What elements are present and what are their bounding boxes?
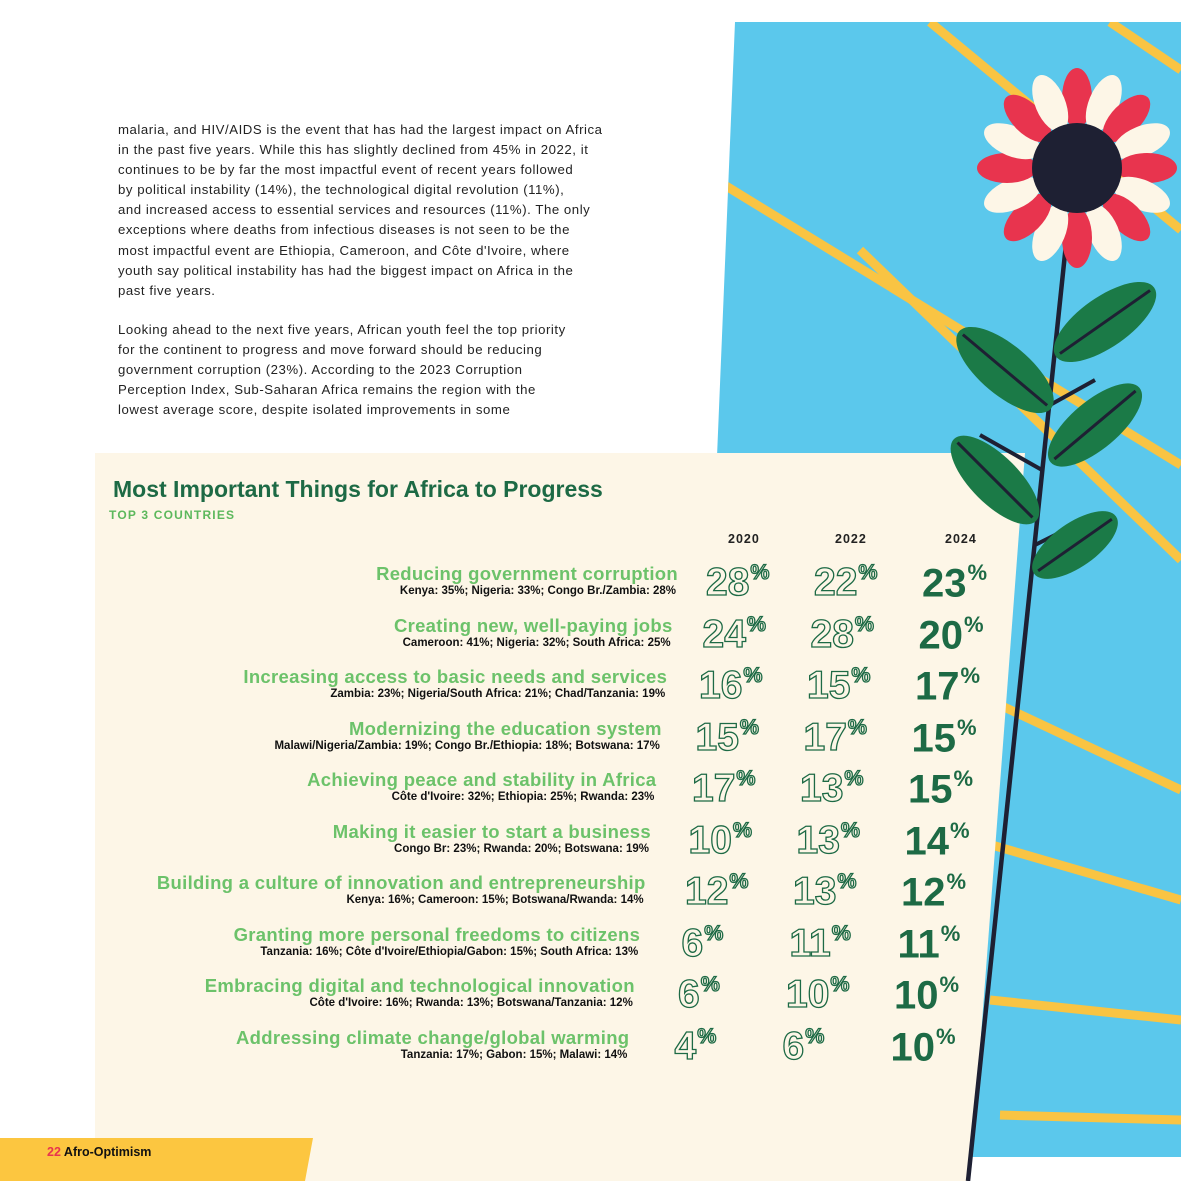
value-2024	[915, 665, 980, 707]
value-2022	[793, 869, 857, 914]
value-number: 24	[702, 612, 746, 656]
value-number: 10	[688, 818, 732, 862]
percent-sign: %	[844, 766, 864, 790]
percent-sign: %	[700, 972, 720, 996]
row-top-countries: Malawi/Nigeria/Zambia: 19%; Congo Br./Ethiopia: 18%; Botswana: 17%	[274, 739, 660, 752]
value-number: 10	[786, 973, 830, 1017]
chart-title: Most Important Things for Africa to Progress	[113, 476, 603, 502]
value-number: 15	[695, 715, 739, 759]
value-2020	[706, 560, 770, 605]
percent-sign: %	[964, 611, 984, 637]
value-2022	[796, 817, 860, 862]
percent-sign: %	[729, 869, 749, 893]
value-number: 13	[793, 870, 837, 914]
body-paragraph-1: malaria, and HIV/AIDS is the event that has had the largest impact on Africa in the past five years. While this has slightly declined from 45% in 2022, it continues to be by far the most impactful event of recent years followed by political instability (14%), the technological digital revolution (11%), and increased access to essential services and resources (11%). The only exceptions where deaths from infectious diseases is not seen to be the most impactful event are Ethiopia, Cameroon, and Côte d'Ivoire, where youth say political instability has had the biggest impact on Africa in the past five years.	[118, 122, 603, 298]
percent-sign: %	[960, 663, 981, 688]
value-2022	[810, 611, 874, 656]
value-2024	[897, 920, 961, 966]
row-top-countries: Tanzania: 17%; Gabon: 15%; Malawi: 14%	[400, 1048, 628, 1061]
percent-sign: %	[950, 817, 970, 843]
row-top-countries: Zambia: 23%; Nigeria/South Africa: 21%; Chad/Tanzania: 19%	[330, 688, 666, 700]
value-2024	[908, 768, 973, 810]
row-label: Modernizing the education system	[348, 717, 662, 739]
year-header-2024: 2024	[945, 532, 977, 546]
row-label: Achieving peace and stability in Africa	[307, 769, 657, 790]
percent-sign: %	[851, 663, 871, 687]
value-number: 13	[796, 818, 840, 862]
value-2020	[688, 817, 752, 862]
flower-center	[1032, 123, 1122, 213]
row-label: Making it easier to start a business	[332, 820, 651, 842]
percent-sign: %	[697, 1023, 717, 1048]
value-2022	[789, 920, 851, 965]
value-2024	[922, 562, 987, 604]
percent-sign: %	[732, 817, 752, 842]
value-2022	[786, 972, 850, 1017]
footer-text	[47, 1145, 151, 1159]
percent-sign: %	[743, 663, 763, 687]
row-top-countries: Côte d'Ivoire: 16%; Rwanda: 13%; Botswana/Tanzania: 12%	[309, 997, 633, 1009]
percent-sign: %	[739, 714, 759, 739]
value-2022	[807, 663, 871, 708]
value-number: 11	[789, 921, 831, 965]
value-2024	[890, 1023, 956, 1069]
value-2024	[918, 611, 984, 657]
value-number: 4	[674, 1024, 697, 1068]
value-number: 15	[911, 716, 956, 760]
percent-sign: %	[940, 920, 961, 946]
value-number: 15	[807, 664, 851, 708]
row-top-countries: Cameroon: 41%; Nigeria: 32%; South Africa: 25%	[402, 636, 671, 649]
value-number: 22	[814, 561, 858, 605]
percent-sign: %	[847, 714, 867, 739]
value-number: 13	[800, 767, 844, 811]
value-2022	[782, 1023, 825, 1068]
value-number: 12	[901, 870, 946, 915]
value-2020	[678, 972, 720, 1017]
value-2020	[692, 766, 756, 811]
value-number: 6	[782, 1024, 805, 1068]
percent-sign: %	[840, 817, 860, 842]
value-2020	[699, 663, 763, 708]
value-number: 10	[890, 1025, 935, 1069]
row-top-countries: Congo Br: 23%; Rwanda: 20%; Botswana: 19%	[394, 842, 649, 855]
row-label: Increasing access to basic needs and services	[243, 666, 668, 687]
value-number: 28	[706, 561, 750, 605]
chart-subtitle: TOP 3 COUNTRIES	[109, 508, 236, 522]
value-2020	[674, 1023, 717, 1068]
percent-sign: %	[831, 920, 851, 945]
value-number: 23	[922, 561, 967, 606]
value-2020	[702, 611, 766, 656]
row-label: Creating new, well-paying jobs	[393, 614, 673, 636]
row-top-countries: Kenya: 35%; Nigeria: 33%; Congo Br./Zambia: 28%	[399, 585, 676, 597]
value-number: 10	[894, 973, 939, 1018]
row-top-countries: Kenya: 16%; Cameroon: 15%; Botswana/Rwanda: 14%	[346, 894, 644, 906]
percent-sign: %	[967, 560, 988, 585]
percent-sign: %	[946, 869, 967, 894]
value-2020	[685, 869, 749, 914]
percent-sign: %	[750, 560, 770, 584]
percent-sign: %	[939, 972, 960, 997]
value-2024	[894, 974, 959, 1016]
percent-sign: %	[837, 869, 857, 893]
row-top-countries: Côte d'Ivoire: 32%; Ethiopia: 25%; Rwanda: 23%	[391, 791, 655, 803]
row-label: Addressing climate change/global warming	[236, 1026, 630, 1048]
value-number: 6	[681, 921, 704, 965]
row-top-countries: Tanzania: 16%; Côte d'Ivoire/Ethiopia/Gabon: 15%; South Africa: 13%	[260, 945, 639, 958]
page-number: 22	[47, 1145, 61, 1159]
value-number: 14	[904, 819, 949, 863]
value-number: 16	[699, 664, 743, 708]
value-number: 17	[803, 715, 847, 759]
value-2022	[800, 766, 864, 811]
value-number: 12	[685, 870, 729, 914]
percent-sign: %	[746, 611, 766, 636]
value-number: 20	[918, 613, 963, 657]
value-2024	[911, 714, 977, 760]
value-number: 17	[692, 767, 736, 811]
value-2020	[695, 714, 759, 759]
year-header-2020: 2020	[728, 532, 760, 546]
percent-sign: %	[736, 766, 756, 790]
value-2024	[901, 871, 966, 913]
section-name: Afro-Optimism	[63, 1145, 152, 1159]
percent-sign: %	[830, 972, 850, 996]
percent-sign: %	[957, 714, 977, 740]
percent-sign: %	[854, 611, 874, 636]
value-number: 6	[678, 973, 700, 1017]
value-number: 28	[810, 612, 854, 656]
row-label: Building a culture of innovation and entrepreneurship	[156, 872, 646, 893]
body-paragraph-2: Looking ahead to the next five years, African youth feel the top priority for the continent to progress and move forward should be reducing government corruption (23%). According to the 2023 Corruption Perception Index, Sub-Saharan Africa remains the region with the lowest average score, despite isolated improvements in some	[118, 322, 566, 418]
percent-sign: %	[858, 560, 878, 584]
value-number: 15	[908, 767, 953, 812]
value-number: 17	[915, 664, 960, 709]
row-label: Reducing government corruption	[376, 563, 678, 584]
value-number: 11	[897, 922, 940, 966]
value-2024	[904, 817, 970, 863]
percent-sign: %	[953, 766, 974, 791]
value-2020	[681, 920, 724, 965]
row-label: Embracing digital and technological innovation	[204, 975, 635, 996]
percent-sign: %	[936, 1023, 956, 1049]
year-header-2022: 2022	[835, 532, 867, 546]
value-2022	[803, 714, 867, 759]
value-2022	[814, 560, 878, 605]
row-label: Granting more personal freedoms to citizens	[233, 923, 641, 945]
percent-sign: %	[704, 920, 724, 945]
percent-sign: %	[805, 1023, 825, 1048]
